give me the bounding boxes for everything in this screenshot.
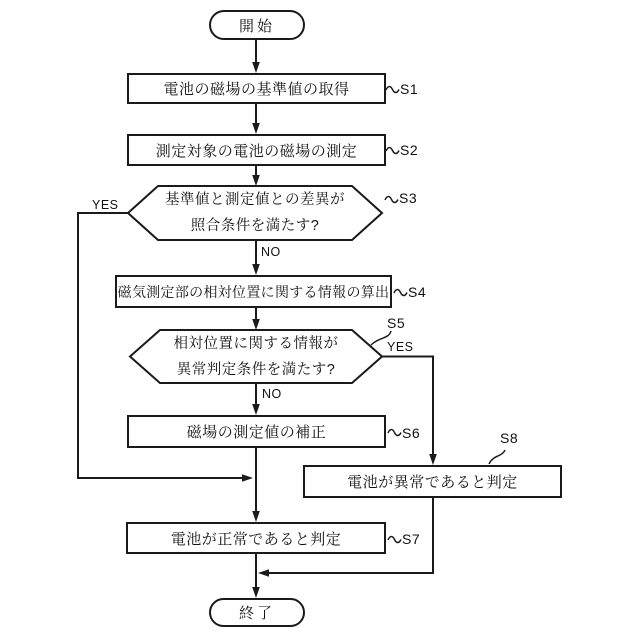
process-s7 bbox=[126, 522, 386, 554]
arrowhead-s3-yes bbox=[242, 474, 253, 482]
start-label: 開始 bbox=[238, 17, 275, 35]
arrowhead-s6-s7 bbox=[252, 511, 260, 522]
decision-s3-line1: 基準値と測定値との差異が bbox=[165, 192, 345, 208]
process-s1 bbox=[127, 73, 386, 104]
step-tag-s2: S2 bbox=[400, 142, 419, 158]
decision-s5-line1: 相対位置に関する情報が bbox=[173, 335, 339, 352]
leader-s7 bbox=[388, 537, 401, 543]
step-tag-s8: S8 bbox=[500, 430, 519, 446]
process-s6-label: 磁場の測定値の補正 bbox=[186, 424, 327, 441]
process-s8-label: 電池が異常であると判定 bbox=[347, 474, 518, 491]
step-tag-s3: S3 bbox=[399, 190, 418, 206]
process-s6 bbox=[127, 415, 386, 448]
process-s1-label: 電池の磁場の基準値の取得 bbox=[163, 81, 350, 98]
arrowhead-s8-merge bbox=[258, 569, 269, 577]
decision-s5-line2: 異常判定条件を満たす? bbox=[176, 361, 336, 378]
arrowhead-start-s1 bbox=[252, 62, 260, 73]
step-tag-s5: S5 bbox=[387, 315, 406, 331]
process-s4 bbox=[115, 275, 392, 308]
leader-s8 bbox=[489, 450, 505, 464]
step-tag-s1: S1 bbox=[400, 81, 419, 97]
arrowhead-s5-yes bbox=[429, 454, 437, 465]
decision-s3-line2: 照合条件を満たす? bbox=[190, 218, 320, 234]
process-s7-label: 電池が正常であると判定 bbox=[170, 530, 342, 548]
leader-s6 bbox=[388, 430, 401, 436]
branch-label-s5-yes: YES bbox=[387, 340, 414, 354]
decision-s3 bbox=[128, 186, 382, 240]
leader-s2 bbox=[386, 148, 399, 154]
process-s8 bbox=[303, 465, 562, 498]
arrowhead-s2-s3 bbox=[252, 175, 260, 186]
process-s2 bbox=[127, 134, 386, 166]
branch-label-s3-no: NO bbox=[261, 245, 281, 259]
end-terminal bbox=[209, 598, 305, 627]
step-tag-s6: S6 bbox=[402, 425, 421, 441]
process-s4-label: 磁気測定部の相対位置に関する情報の算出 bbox=[117, 283, 390, 300]
leader-s3 bbox=[385, 197, 398, 203]
arrowhead-s7-end bbox=[252, 587, 260, 598]
branch-label-s5-no: NO bbox=[262, 387, 282, 401]
step-tag-s7: S7 bbox=[402, 531, 421, 547]
edge-s5-yes-s8 bbox=[382, 357, 433, 459]
arrowhead-s1-s2 bbox=[252, 123, 260, 134]
end-label: 終了 bbox=[238, 605, 275, 622]
decision-s5 bbox=[130, 330, 382, 383]
leader-s1 bbox=[386, 87, 399, 93]
arrowhead-s3-s4 bbox=[252, 264, 260, 275]
arrowhead-s5-s6 bbox=[252, 404, 260, 415]
step-tag-s4: S4 bbox=[408, 284, 427, 300]
start-terminal bbox=[209, 10, 305, 40]
arrowhead-s4-s5 bbox=[252, 319, 260, 330]
process-s2-label: 測定対象の電池の磁場の測定 bbox=[155, 142, 358, 160]
branch-label-s3-yes: YES bbox=[92, 198, 119, 212]
leader-s4 bbox=[394, 290, 407, 296]
